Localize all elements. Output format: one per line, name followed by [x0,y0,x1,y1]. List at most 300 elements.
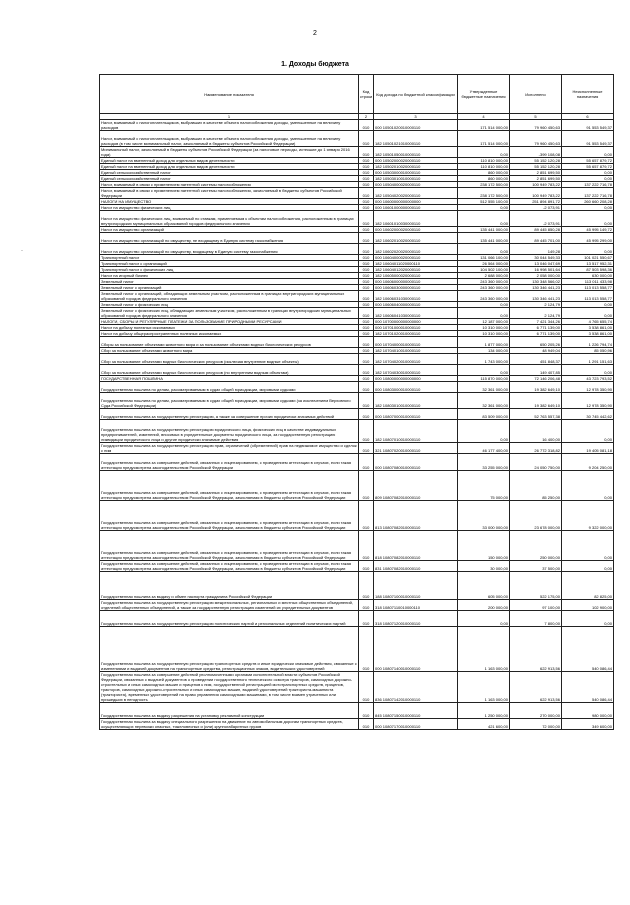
row-name: Государственная пошлина за государственную регистрацию транспортных средств и иные юридически значимые действия, связанные с изменениями и выдачей документов на транспортные средства, регистрационных знаков, водительских удостоверений [100,627,359,672]
header-approved: Утвержденные бюджетные назначения [458,75,510,114]
row-executed: 16 400,00 [510,420,562,443]
row-name: Государственная пошлина за совершение действий, связанных с лицензированием, с проведением аттестации в случаях, если такая аттестация предусмотрена законодательством Российской Федерации, зачисляемая в бюджеты субъектов Российской Федерации [100,471,359,501]
row-unexecuted: 9 322 000,00 [562,501,614,531]
row-line-code: 010 [359,170,374,176]
row-executed: 37 500,00 [510,561,562,572]
row-approved: 860 000,00 [458,170,510,176]
column-number: 6 [562,114,614,120]
row-executed: 100 949 783,22 [510,182,562,188]
row-revenue-code: 000 10502000020000110 [374,158,458,164]
row-line-code: 010 [359,164,374,170]
row-name: Налог на игорный бизнес [100,273,359,279]
row-name: Единый сельскохозяйственный налог [100,170,359,176]
row-line-code: 010 [359,302,374,308]
row-approved: 1 250 000,00 [458,703,510,719]
table-row [100,600,614,611]
row-executed: 16 998 501,64 [510,267,562,273]
row-name: ГОСУДАРСТВЕННАЯ ПОШЛИНА [100,376,359,382]
row-line-code: 010 [359,227,374,233]
row-revenue-code: 000 10807140010000110 [374,627,458,672]
table-row [100,233,614,244]
row-executed: 130 346 441,23 [510,285,562,291]
row-unexecuted: 0,00 [562,420,614,443]
row-approved: 171 514 000,00 [458,131,510,147]
row-approved: 243 360 000,00 [458,279,510,285]
row-unexecuted: 4 765 655,74 [562,319,614,325]
row-line-code: 010 [359,703,374,719]
row-revenue-code: 182 10604011020000110 [374,261,458,267]
row-name: Сбор за пользование объектами водных биологических ресурсов (исключая внутренние водные объекты) [100,354,359,365]
row-name: Налог на добычу общераспространенных полезных ископаемых [100,331,359,337]
row-name: Налог, взимаемый с налогоплательщиков, выбравших в качестве объекта налогообложения доходы, уменьшенные на величину расходов [100,120,359,131]
row-executed: 55 152 120,28 [510,164,562,170]
column-number: 4 [458,114,510,120]
row-revenue-code: 318 10807110010000110 [374,600,458,611]
row-revenue-code: 182 10704010010000110 [374,348,458,354]
row-approved: 0,00 [458,308,510,319]
table-row [100,308,614,319]
row-revenue-code: 000 10604000020000110 [374,255,458,261]
row-name: Земельный налог с физических лиц, обладающих земельным участком, расположенным в границах внутригородских муниципальных образований городов федерального значения [100,308,359,319]
row-line-code: 010 [359,454,374,471]
row-line-code: 010 [359,420,374,443]
row-revenue-code: 000 10807170010000110 [374,719,458,730]
header-name: Наименование показателя [100,75,359,114]
row-executed: 55 152 120,28 [510,158,562,164]
row-executed: 89 445 701,00 [510,233,562,244]
row-name: Единый налог на вмененный доход для отдельных видов деятельности [100,158,359,164]
row-unexecuted: 0,00 [562,302,614,308]
row-line-code: 010 [359,443,374,454]
table-header-row [100,75,614,114]
row-approved: 110 810 000,00 [458,158,510,164]
row-name: НАЛОГИ НА ИМУЩЕСТВО [100,199,359,205]
row-unexecuted: 260 660 208,28 [562,199,614,205]
row-name: Налог, взимаемый в связи с применением патентной системы налогообложения, зачисляемый в бюджеты субъектов Российской Федерации [100,188,359,199]
row-unexecuted: 113 013 558,77 [562,291,614,302]
row-executed: 19 382 649,10 [510,393,562,409]
row-line-code: 010 [359,199,374,205]
row-executed: 622 913,56 [510,627,562,672]
header-line-code: Код строки [359,75,374,114]
table-row [100,501,614,531]
row-name: Государственная пошлина за выдачу разрешения на установку рекламной конструкции [100,703,359,719]
row-revenue-code: 182 10602010020000110 [374,233,458,244]
row-approved: 135 441 000,00 [458,227,510,233]
row-line-code: 010 [359,337,374,348]
table-row [100,354,614,365]
row-revenue-code: 836 10807142010000110 [374,672,458,703]
table-row [100,291,614,302]
table-row [100,393,614,409]
page-title: 1. Доходы бюджета [281,61,349,68]
scan-mark: · [21,248,23,254]
page-number: 2 [313,30,317,37]
row-revenue-code: 831 10807082010000110 [374,561,458,572]
table-row [100,471,614,501]
row-revenue-code: 000 10807000010000110 [374,409,458,420]
row-executed: 2 124,79 [510,302,562,308]
row-name: Государственная пошлина за совершение действий, связанных с лицензированием, с проведением аттестации в случаях, если такая аттестация предусмотрена законодательством Российской Федерации, зачисляемая в бюджеты субъектов Российской Федерации [100,531,359,561]
row-name: Государственная пошлина по делам, рассматриваемым в судах общей юрисдикции, мировыми судьями (за исключением Верховного Суда Российской Федерации) [100,393,359,409]
row-revenue-code: 182 10501050010000110 [374,147,458,158]
row-name: Государственная пошлина за государственную регистрацию прав, ограничений (обременений) прав на недвижимое имущество и сделок с ним [101,443,357,453]
row-unexecuted: 91 553 549,37 [562,120,614,131]
row-unexecuted: 980 000,00 [562,703,614,719]
row-line-code: 010 [359,255,374,261]
table-row [100,572,614,600]
row-revenue-code: 000 10503000010000110 [374,170,458,176]
row-executed: 622 913,56 [510,672,562,703]
row-line-code: 010 [359,120,374,131]
row-name: Государственная пошлина за совершение действий уполномоченными органами исполнительной власти субъектов Российской Федерации, связанных с выдачей документов о проведении государственного технического осмотра тракторов, самоходных дорожно-строительных и иных самоходных машин и прицепов к ним, государственной регистрацией мототранспортных средств, прицепов, тракторов, самоходных дорожно-строительных и иных самоходных машин, выдачей удостоверений тракториста-машиниста (тракториста), временных удостоверений на право управления самоходными машинами, в том числе взамен утраченных или пришедших в негодность [100,672,359,703]
row-name: Государственная пошлина за выдачу специального разрешения на движение по автомобильным дорогам транспортных средств, осуществляющих перевозки опасных, тяжеловесных и (или) крупногабаритных грузов [100,719,359,730]
row-executed: -2 073,91 [510,211,562,227]
row-name: Государственная пошлина за государственную регистрацию политических партий и региональных отделений политических партий [100,611,359,627]
row-approved: 171 514 000,00 [458,120,510,131]
row-revenue-code: 182 10604012020000110 [374,267,458,273]
row-executed: 100 949 783,22 [510,188,562,199]
row-approved: 32 361 000,00 [458,393,510,409]
row-approved: 0,00 [458,365,510,376]
row-unexecuted: 91 553 549,37 [562,131,614,147]
row-unexecuted: 1 291 151,63 [562,354,614,365]
row-executed: 149 407,85 [510,365,562,376]
row-unexecuted: 0,00 [562,176,614,182]
row-approved: 0,00 [458,420,510,443]
row-line-code: 010 [359,244,374,255]
row-executed: 89 445 850,28 [510,227,562,233]
row-line-code: 010 [359,365,374,376]
row-unexecuted: 3 538 861,00 [562,331,614,337]
row-line-code: 010 [359,188,374,199]
table-row [100,382,614,393]
row-line-code: 010 [359,285,374,291]
row-executed: 522 175,00 [510,572,562,600]
row-line-code: 010 [359,158,374,164]
row-name: Налог на добычу полезных ископаемых [100,325,359,331]
row-name: НАЛОГИ, СБОРЫ И РЕГУЛЯРНЫЕ ПЛАТЕЖИ ЗА ПОЛЬЗОВАНИЕ ПРИРОДНЫМИ РЕСУРСАМИ [100,319,359,325]
row-name: Налог на имущество организаций по имуществу, входящему в Единую систему газоснабжения [100,244,359,255]
row-executed: 97 100,00 [510,600,562,611]
row-unexecuted: 12 978 350,90 [562,393,614,409]
row-unexecuted: 0,00 [562,611,614,627]
column-number: 5 [510,114,562,120]
row-name: Государственная пошлина за совершение действий, связанных с лицензированием, с проведением аттестации в случаях, если такая аттестация предусмотрена законодательством Российской Федерации, зачисляемая в бюджеты субъектов Российской Федерации [100,561,359,572]
row-revenue-code: 000 10601000000000110 [374,205,458,211]
row-executed: 23 678 000,00 [510,501,562,531]
row-name: Налог, взимаемый в связи с применением патентной системы налогообложения [100,182,359,188]
row-executed: 13 046 047,69 [510,261,562,267]
row-name: Налог на имущество физических лиц, взимаемый по ставкам, применяемым к объектам налогообложения, расположенным в границах внутригородских муниципальных образований городов федерального значения [100,211,359,227]
row-line-code: 010 [359,211,374,227]
row-executed: 48 949,04 [510,348,562,354]
table-row [100,454,614,471]
row-line-code: 010 [359,572,374,600]
table-row [100,188,614,199]
row-approved: 0,00 [458,211,510,227]
row-approved: 10 310 000,00 [458,331,510,337]
row-approved: 421 600,00 [458,719,510,730]
row-revenue-code: 000 10602000020000110 [374,227,458,233]
row-executed: 30 044 549,33 [510,255,562,261]
row-name: Единый сельскохозяйственный налог [100,176,359,182]
row-revenue-code: 182 10501021010000110 [374,131,458,147]
row-executed: 6 771 139,00 [510,331,562,337]
row-approved: 0,00 [458,205,510,211]
row-revenue-code: 182 10701020010000110 [374,331,458,337]
row-unexecuted: 102 900,00 [562,600,614,611]
row-executed: 250 000,00 [510,531,562,561]
row-revenue-code: 182 10807010010000110 [374,420,458,443]
row-executed: 6 771 139,00 [510,325,562,331]
row-line-code: 010 [359,176,374,182]
row-approved: 0,00 [458,244,510,255]
row-line-code: 010 [359,147,374,158]
row-line-code: 010 [359,382,374,393]
row-approved: 12 187 000,00 [458,319,510,325]
row-line-code: 010 [359,531,374,561]
row-approved: 10 310 000,00 [458,325,510,331]
row-line-code: 010 [359,348,374,354]
row-revenue-code: 000 10606000000000110 [374,279,458,285]
table-row [100,611,614,627]
row-executed: 26 772 318,82 [510,443,562,454]
header-revenue-code: Код дохода по бюджетной классификации [374,75,458,114]
row-name: Налог на имущество физических лиц [100,205,359,211]
row-approved: 0,00 [458,302,510,308]
row-line-code: 010 [359,325,374,331]
row-unexecuted: 12 978 350,90 [562,382,614,393]
row-approved: 1 163 000,00 [458,627,510,672]
row-executed: 650 205,26 [510,337,562,348]
row-revenue-code: 000 10600000000000000 [374,199,458,205]
row-approved: 238 172 500,00 [458,182,510,188]
row-executed: 251 894 891,72 [510,199,562,205]
row-executed: 85 250,00 [510,471,562,501]
row-executed: 130 348 566,02 [510,279,562,285]
row-executed: 7 421 344,26 [510,319,562,325]
row-approved: 512 555 100,00 [458,199,510,205]
row-revenue-code: 182 10502010020000110 [374,164,458,170]
revenue-table [99,74,614,730]
row-line-code: 010 [359,376,374,382]
row-unexecuted: 0,00 [562,211,614,227]
row-approved: 135 441 000,00 [458,233,510,244]
row-name: Государственная пошлина по делам, рассматриваемым в судах общей юрисдикции, мировыми судьями [100,382,359,393]
header-executed: Исполнено [510,75,562,114]
row-unexecuted: 0,00 [562,244,614,255]
row-unexecuted: 55 657 879,72 [562,164,614,170]
row-revenue-code: 182 10704030010000110 [374,365,458,376]
row-unexecuted: 113 011 433,98 [562,279,614,285]
row-unexecuted: 43 723 793,52 [562,376,614,382]
row-name: Сбор за пользование объектами водных биологических ресурсов (по внутренним водным объектам) [100,365,359,376]
row-approved: 104 502 100,00 [458,267,510,273]
row-name: Сборы за пользование объектами животного мира и за пользование объектами водных биологических ресурсов [100,337,359,348]
row-revenue-code: 000 10800000000000000 [374,376,458,382]
row-executed: 72 146 206,48 [510,376,562,382]
row-executed: 2 851 699,50 [510,176,562,182]
table-row [100,120,614,131]
row-executed: 2 124,79 [510,308,562,319]
row-unexecuted: 1 226 794,74 [562,337,614,348]
row-executed: 72 000,00 [510,719,562,730]
row-revenue-code: 182 10606041030000110 [374,308,458,319]
row-name: Государственная пошлина за выдачу и обмен паспорта гражданина Российской Федерации [100,572,359,600]
row-approved: 238 172 500,00 [458,188,510,199]
row-name: Земельный налог с физических лиц [100,302,359,308]
row-approved: 33 000 000,00 [458,501,510,531]
row-approved: 32 361 000,00 [458,382,510,393]
row-unexecuted: 137 222 716,78 [562,188,614,199]
table-row [100,337,614,348]
table-row [100,211,614,227]
row-executed: -399 108,08 [510,147,562,158]
table-row [100,409,614,420]
row-line-code: 010 [359,561,374,572]
row-line-code: 010 [359,501,374,531]
row-unexecuted: 45 995 149,72 [562,227,614,233]
table-row [100,420,614,443]
table-row [100,131,614,147]
row-revenue-code: 182 10601010030000110 [374,211,458,227]
row-unexecuted: 0,00 [562,561,614,572]
table-row [100,627,614,672]
row-revenue-code: 182 10503010010000110 [374,176,458,182]
row-name: Земельный налог с организаций [100,285,359,291]
table-row [100,561,614,572]
row-line-code: 010 [359,719,374,730]
row-unexecuted: 19 405 081,18 [562,443,614,454]
row-line-code: 010 [359,471,374,501]
row-approved: 0,00 [458,147,510,158]
row-revenue-code: 000 10701000010000110 [374,325,458,331]
row-approved: 131 066 100,00 [458,255,510,261]
header-unexecuted: Неисполненные назначения [562,75,614,114]
row-executed: 451 848,37 [510,354,562,365]
row-executed: 130 346 441,23 [510,291,562,302]
row-line-code: 010 [359,308,374,319]
row-revenue-code: 000 10807080010000110 [374,454,458,471]
row-name: Государственная пошлина за государственную регистрацию юридического лица, физических лиц в качестве индивидуальных предпринимателей, изменений, вносимых в учредительные документы юридического лица, за государственную регистрацию ликвидации юридического лица и другие юридически значимые действия [100,420,359,443]
row-executed: 7 800,00 [510,611,562,627]
row-line-code: 010 [359,409,374,420]
row-unexecuted: 30 745 442,62 [562,409,614,420]
row-revenue-code: 182 10504020020000110 [374,188,458,199]
row-name: Единый налог на вмененный доход для отдельных видов деятельности [100,164,359,170]
row-executed: 79 960 450,63 [510,131,562,147]
row-line-code: 010 [359,279,374,285]
table-row [100,719,614,730]
row-unexecuted: 85 050,96 [562,348,614,354]
row-unexecuted: 113 013 558,77 [562,285,614,291]
row-line-code: 010 [359,273,374,279]
row-unexecuted: 55 657 879,72 [562,158,614,164]
row-revenue-code: 318 10807120010000110 [374,611,458,627]
table-row [100,703,614,719]
row-line-code: 010 [359,331,374,337]
row-revenue-code: 809 10807082010000110 [374,471,458,501]
row-approved: 860 000,00 [458,176,510,182]
row-unexecuted: 540 086,44 [562,627,614,672]
row-executed: -2 073,91 [510,205,562,211]
row-executed: 52 763 557,38 [510,409,562,420]
row-revenue-code: 182 10803010010000110 [374,393,458,409]
row-revenue-code: 182 10704020010000110 [374,354,458,365]
row-revenue-code: 188 10807100010000110 [374,572,458,600]
row-approved: 134 000,00 [458,348,510,354]
row-approved: 2 688 000,00 [458,273,510,279]
row-approved: 243 360 000,00 [458,285,510,291]
table-row [100,672,614,703]
row-revenue-code: 818 10807082010000110 [374,531,458,561]
row-revenue-code: 000 10606040000000110 [374,302,458,308]
row-line-code: 010 [359,205,374,211]
row-revenue-code: 000 10700000000000000 [374,319,458,325]
row-executed: 2 851 699,50 [510,170,562,176]
row-name: Государственная пошлина за совершение действий, связанных с лицензированием, с проведением аттестации в случаях, если такая аттестация предусмотрена законодательством Российской Федерации, зачисляемая в бюджеты субъектов Российской Федерации [100,501,359,531]
row-unexecuted: 82 825,00 [562,572,614,600]
row-revenue-code: 182 10606031030000110 [374,291,458,302]
row-executed: 79 960 450,63 [510,120,562,131]
row-line-code: 010 [359,261,374,267]
row-line-code: 010 [359,291,374,302]
row-unexecuted: 3 538 861,00 [562,325,614,331]
row-approved: 605 000,00 [458,572,510,600]
row-approved: 30 000,00 [458,561,510,572]
row-approved: 46 177 400,00 [458,443,510,454]
row-line-code: 010 [359,393,374,409]
row-approved: 1 163 000,00 [458,672,510,703]
row-unexecuted: 540 086,44 [562,672,614,703]
row-revenue-code: 000 10606030000000110 [374,285,458,291]
row-executed: 19 382 649,10 [510,382,562,393]
row-approved: 200 000,00 [458,600,510,611]
row-approved: 243 360 000,00 [458,291,510,302]
row-name: Земельный налог [100,279,359,285]
table-row [100,531,614,561]
row-revenue-code: 000 10501020010000110 [374,120,458,131]
row-executed: 270 000,00 [510,703,562,719]
row-approved: 110 810 000,00 [458,164,510,170]
row-revenue-code: 000 10803000010000110 [374,382,458,393]
row-executed: 2 058 000,00 [510,273,562,279]
row-name: Налог на имущество организаций по имуществу, не входящему в Единую систему газоснабжения [100,233,359,244]
row-line-code: 010 [359,233,374,244]
row-name: Государственная пошлина за государственную регистрацию межрегиональных, региональных и местных общественных объединений, отделений общественных объединений, а также за государственную регистрацию изменений их учредительных документов [100,600,359,611]
row-line-code: 010 [359,600,374,611]
row-unexecuted: 0,00 [562,170,614,176]
column-number: 1 [100,114,359,120]
row-name: Сбор за пользование объектами животного мира [100,348,359,354]
column-number: 3 [374,114,458,120]
table-row [100,147,614,158]
row-approved: 150 000,00 [458,531,510,561]
row-unexecuted: 630 000,00 [562,273,614,279]
row-line-code: 010 [359,672,374,703]
row-name: Транспортный налог с физических лиц [100,267,359,273]
row-line-code: 010 [359,627,374,672]
row-name: Транспортный налог [100,255,359,261]
row-unexecuted: 87 503 598,36 [562,267,614,273]
row-name: Земельный налог с организаций, обладающих земельным участком, расположенным в границах внутригородских муниципальных образований городов федерального значения [100,291,359,302]
row-approved: 0,00 [458,611,510,627]
row-line-code: 010 [359,611,374,627]
row-line-code: 010 [359,354,374,365]
row-unexecuted: 137 222 716,78 [562,182,614,188]
row-approved: 75 000,00 [458,471,510,501]
